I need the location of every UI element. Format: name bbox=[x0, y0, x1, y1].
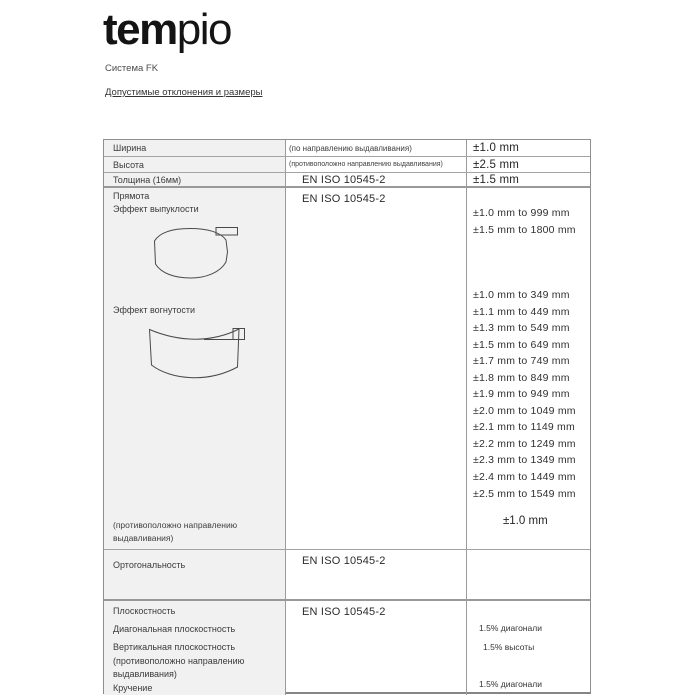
concave-value: ±1.7 mm to 749 mm bbox=[473, 355, 570, 368]
convex-value: ±1.5 mm to 1800 mm bbox=[473, 224, 576, 236]
flatness-method: EN ISO 10545-2 bbox=[302, 606, 386, 618]
convex-values-list bbox=[473, 205, 576, 239]
vertical-flatness-label: Вертикальная плоскостность (противоположно направлению выдавливания) bbox=[113, 642, 245, 679]
logo-bold-part: tem bbox=[103, 5, 177, 54]
table-row-orthogonality bbox=[104, 550, 590, 601]
vertical-flatness-value: 1.5% высоты bbox=[483, 642, 535, 652]
concave-value: ±2.3 mm to 1349 mm bbox=[473, 454, 576, 467]
convex-tile-profile-icon bbox=[150, 222, 245, 282]
tolerances-table bbox=[103, 139, 591, 694]
concave-effect-label: Эффект вогнутости bbox=[113, 305, 196, 315]
flatness-label: Плоскостность bbox=[113, 606, 176, 616]
tempio-logo bbox=[103, 6, 231, 54]
document-title-link[interactable]: Допустимые отклонения и размеры bbox=[105, 87, 263, 98]
row-thickness-value: ±1.5 mm bbox=[473, 173, 520, 186]
convex-effect-label: Эффект выпуклости bbox=[113, 204, 199, 214]
concave-value: ±1.3 mm to 549 mm bbox=[473, 322, 570, 335]
diagonal-flatness-label: Диагональная плоскостность bbox=[113, 624, 236, 634]
concave-tile-profile-icon bbox=[145, 323, 249, 385]
row-width-value: ±1.0 mm bbox=[473, 142, 520, 154]
concave-value: ±1.1 mm to 449 mm bbox=[473, 305, 570, 318]
straightness-label: Прямота bbox=[113, 191, 150, 201]
table-row-straightness bbox=[104, 188, 590, 550]
row-width-method: (по направлению выдавливания) bbox=[289, 143, 412, 153]
table-row-thickness bbox=[104, 173, 590, 188]
orthogonality-label: Ортогональность bbox=[113, 560, 186, 570]
straightness-method: EN ISO 10545-2 bbox=[302, 193, 386, 205]
concave-values-list bbox=[473, 287, 576, 502]
orthogonality-method: EN ISO 10545-2 bbox=[302, 555, 386, 567]
torsion-label: Кручение bbox=[113, 683, 153, 693]
torsion-value: 1.5% диагонали bbox=[479, 679, 542, 689]
concave-value: ±1.9 mm to 949 mm bbox=[473, 388, 570, 401]
row-height-label: Высота bbox=[113, 159, 144, 170]
row-thickness-label: Толщина (16мм) bbox=[113, 174, 182, 185]
row-thickness-method: EN ISO 10545-2 bbox=[302, 173, 386, 186]
concave-value: ±2.5 mm to 1549 mm bbox=[473, 487, 576, 500]
opposite-direction-value: ±1.0 mm bbox=[503, 515, 548, 527]
concave-value: ±1.0 mm to 349 mm bbox=[473, 289, 570, 301]
concave-value: ±1.5 mm to 649 mm bbox=[473, 338, 570, 351]
table-row-flatness bbox=[104, 601, 590, 695]
logo-light-part: pio bbox=[176, 5, 231, 54]
concave-value: ±2.2 mm to 1249 mm bbox=[473, 437, 576, 450]
concave-value: ±1.8 mm to 849 mm bbox=[473, 371, 570, 384]
system-label: Система FK bbox=[105, 63, 159, 74]
concave-value: ±2.1 mm to 1149 mm bbox=[473, 421, 575, 434]
concave-value: ±2.0 mm to 1049 mm bbox=[473, 404, 576, 417]
row-height-method: (противоположно направлению выдавливания) bbox=[289, 161, 443, 168]
concave-value: ±2.4 mm to 1449 mm bbox=[473, 471, 576, 484]
table-row-height bbox=[104, 157, 590, 173]
table-row-width bbox=[104, 140, 590, 157]
diagonal-flatness-value: 1.5% диагонали bbox=[479, 623, 542, 633]
row-width-label: Ширина bbox=[113, 143, 147, 153]
row-height-value: ±2.5 mm bbox=[473, 158, 520, 171]
opposite-direction-label: (противоположно направлению выдавливания) bbox=[113, 520, 238, 543]
convex-value: ±1.0 mm to 999 mm bbox=[473, 207, 570, 219]
